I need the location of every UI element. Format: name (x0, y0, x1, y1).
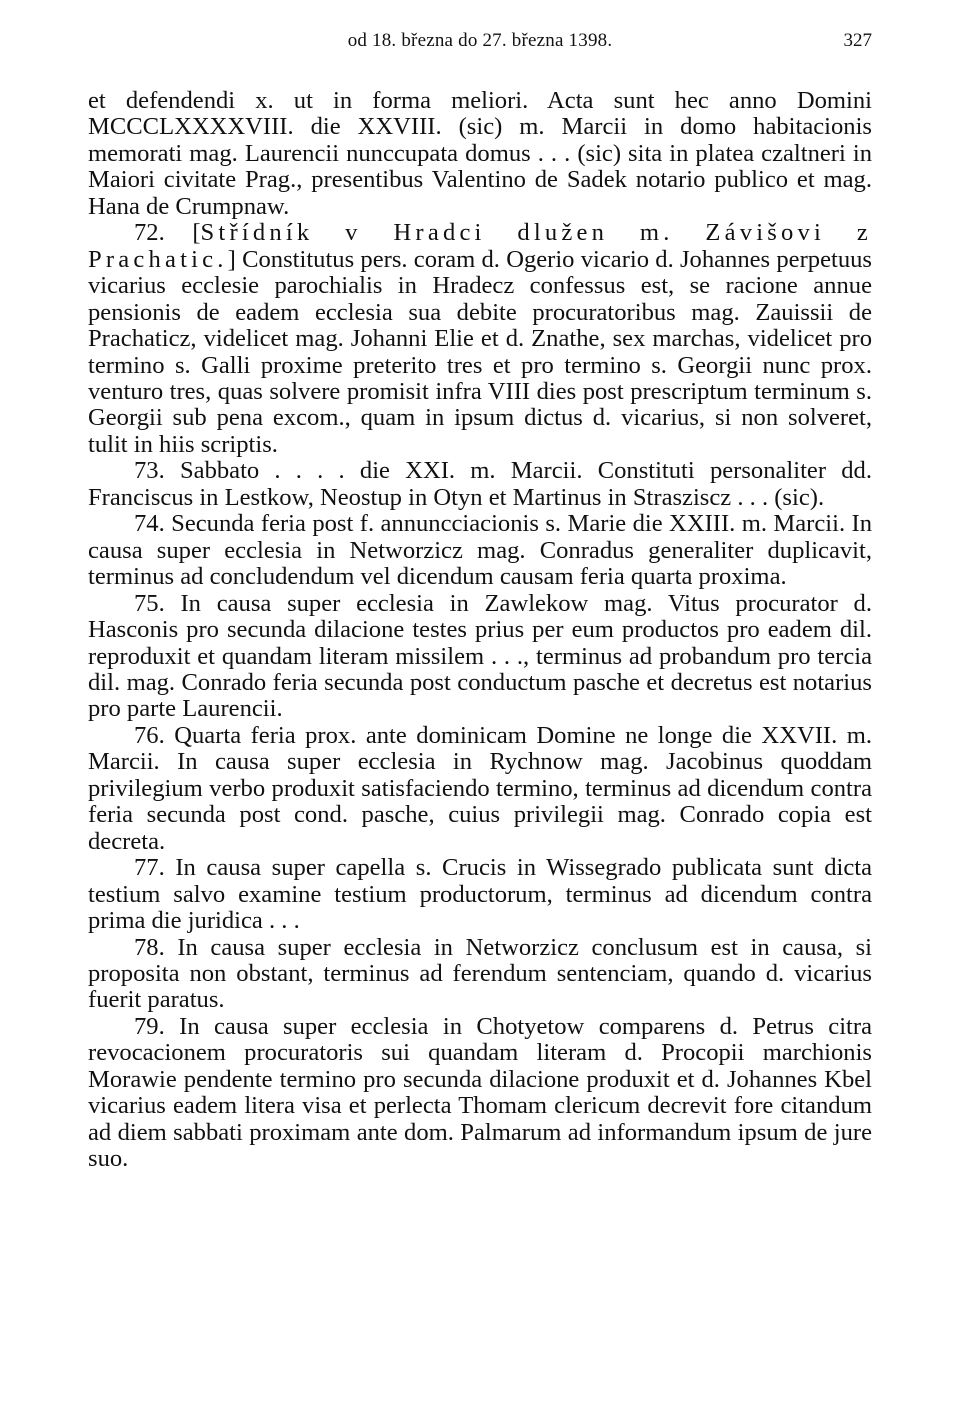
entry-number: 74. (134, 510, 165, 538)
entry-78 (88, 935, 872, 1014)
entry-number: 76. (134, 721, 165, 749)
entry-number: 72. [ (134, 219, 201, 247)
entry-76 (88, 723, 872, 855)
entry-text: Secunda feria post f. annuncciacionis s. Marie die XXIII. m. Marcii. In causa super ecclesia in Networzicz mag. Conradus generaliter duplicavit, terminus ad concludendum vel dicendum causam feria quarta proxima. (88, 510, 872, 591)
running-head: od 18. března do 27. března 1398. (347, 30, 613, 51)
entry-number: 78. (134, 933, 165, 961)
entry-number: 79. (134, 1012, 165, 1040)
text-body (88, 88, 872, 1173)
entry-number: 77. (134, 854, 165, 882)
paragraph-continuation (88, 88, 872, 220)
page-number: 327 (843, 30, 872, 51)
entry-heading-spaced: Střídník v Hradci dlužen m. Závišovi z Prachatic. (88, 219, 872, 273)
entry-74 (88, 511, 872, 590)
entry-number: 73. (134, 457, 165, 485)
entry-text: In causa super capella s. Crucis in Wissegrado publicata sunt dicta testium salvo examine testium productorum, terminus ad dicendum contra prima die juridica . . . (88, 854, 872, 935)
entry-text: Quarta feria prox. ante dominicam Domine ne longe die XXVII. m. Marcii. In causa super ecclesia in Rychnow mag. Jacobinus quoddam privilegium verbo produxit satisfaciendo termino, terminus ad dicendum contra feria secunda post cond. pasche, cuius privilegii mag. Conrado copia est decreta. (88, 721, 872, 855)
entry-text: In causa super ecclesia in Chotyetow comparens d. Petrus citra revocacionem procuratoris sui quandam literam d. Procopii marchionis Morawie pendente termino pro secunda dilacione produxit et d. Johannes Kbel vicarius eadem litera visa et perlecta Thomam clericum decrevit fore citandum ad diem sabbati proximam ante dom. Palmarum ad informandum ipsum de jure suo. (88, 1012, 872, 1173)
entry-text: ] Constitutus pers. coram d. Ogerio vicario d. Johannes perpetuus vicarius ecclesie parochialis in Hradecz confessus est, se racione annue pensionis de eadem ecclesia sua debite procuratoribus mag. Zauissii de Prachaticz, videlicet mag. Johanni Elie et d. Znathe, sex marchas, videlicet pro termino s. Galli proxime preterito tres et pro termino s. Georgii nunc prox. venturo tres, quas solvere promisit infra VIII dies post prescriptum terminum s. Georgii sub pena excom., quam in ipsum dictus d. vicarius, si non solveret, tulit in hiis scriptis. (88, 245, 872, 458)
entry-73 (88, 458, 872, 511)
entry-text: In causa super ecclesia in Networzicz conclusum est in causa, si proposita non obstant, terminus ad ferendum sentenciam, quando d. vicarius fuerit paratus. (88, 933, 872, 1014)
paragraph-text: et defendendi x. ut in forma meliori. Acta sunt hec anno Domini MCCCLXXXXVIII. die XXVIII. (sic) m. Marcii in domo habitacionis memorati mag. Laurencii nunccupata domus . . . (sic) sita in platea czaltneri in Maiori civitate Prag., presentibus Valentino de Sadek notario publico et mag. Hana de Crumpnaw. (88, 87, 872, 220)
entry-79 (88, 1014, 872, 1173)
entry-75 (88, 591, 872, 723)
entry-text: In causa super ecclesia in Zawlekow mag. Vitus procurator d. Hasconis pro secunda dilacione testes prius per eum productos pro eadem dil. reproduxit et quandam literam missilem . . ., terminus ad probandum pro tercia dil. mag. Conrado feria secunda post conductum pasche et decretus est notarius pro parte Laurencii. (88, 589, 872, 723)
entry-number: 75. (134, 589, 165, 617)
entry-72 (88, 220, 872, 458)
entry-text: Sabbato . . . . die XXI. m. Marcii. Constituti personaliter dd. Franciscus in Lestkow, Neostup in Otyn et Martinus in Strasziscz . . . (sic). (88, 457, 872, 511)
entry-77 (88, 855, 872, 934)
page-header (88, 30, 872, 56)
